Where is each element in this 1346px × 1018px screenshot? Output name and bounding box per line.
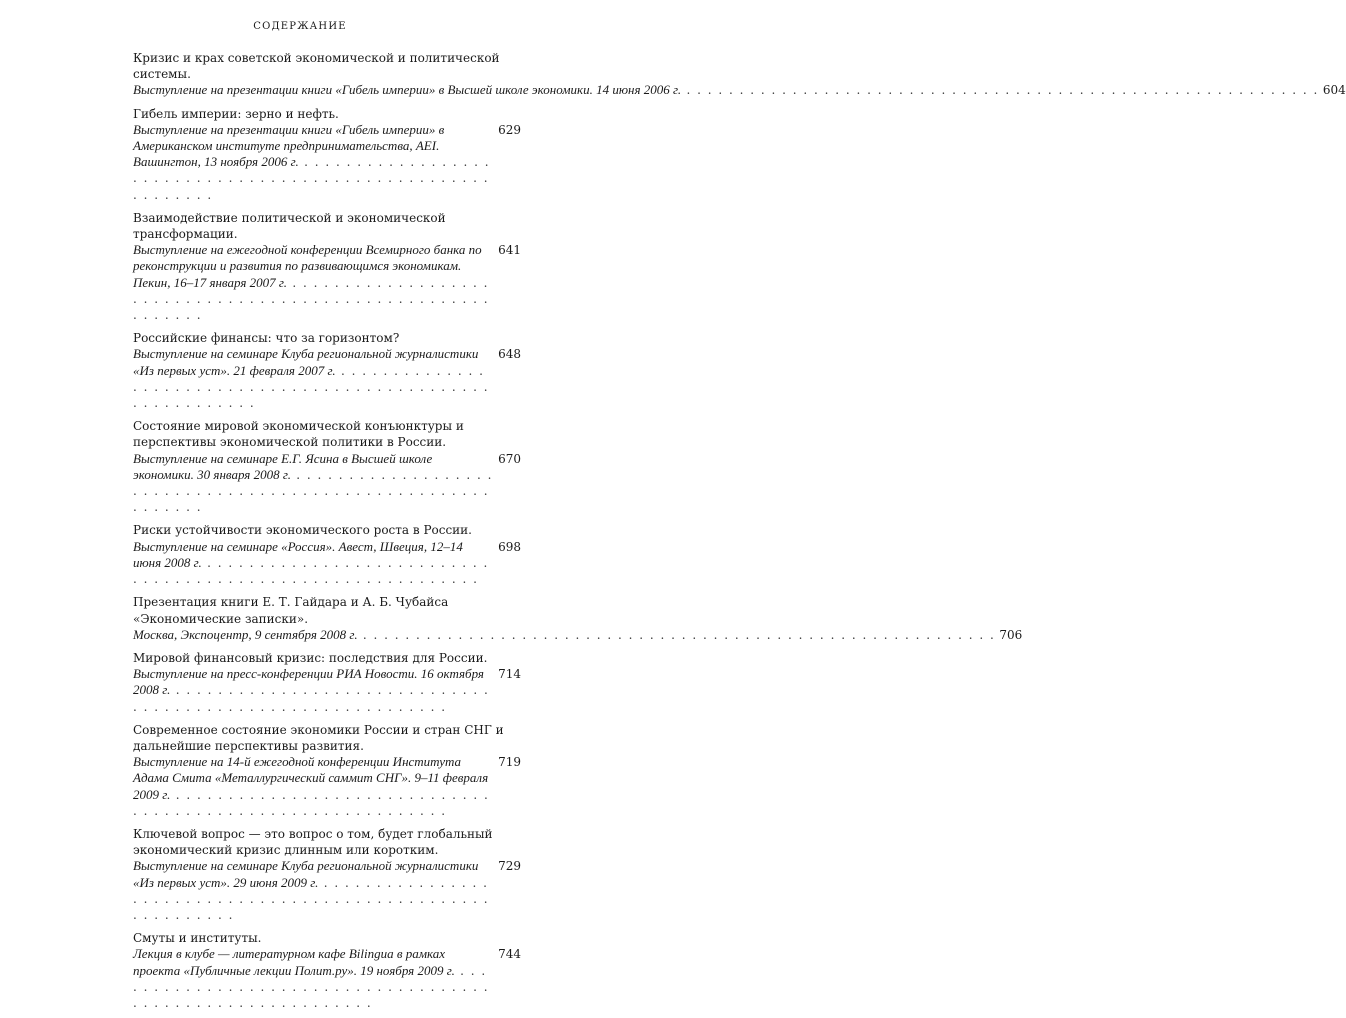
toc-entry-7[interactable] xyxy=(133,594,1023,643)
entry-title: Кризис и крах советской экономической и политической системы. xyxy=(133,51,500,82)
toc-entry-5[interactable] xyxy=(133,418,521,515)
entry-page-number: 714 xyxy=(498,667,521,682)
entry-subtitle: Выступление на презентации книги «Гибель империи» в Американском институте предпринимательства, AEI. Вашингтон, 13 ноября 2006 г. xyxy=(133,121,445,170)
entry-title: Российские финансы: что за горизонтом? xyxy=(133,331,400,346)
page-header: СОДЕРЖАНИЕ xyxy=(253,21,347,32)
entry-page-number: 604 xyxy=(1322,83,1346,98)
toc-entry-2[interactable] xyxy=(133,106,521,203)
toc-entry-8[interactable] xyxy=(133,650,521,715)
entry-title: Смуты и институты. xyxy=(133,931,262,946)
entry-title: Презентация книги Е. Т. Гайдара и А. Б. Чубайса «Экономические записки». xyxy=(133,595,449,626)
entry-subtitle: Москва, Экспоцентр, 9 сентября 2008 г. xyxy=(133,626,358,642)
entry-title: Гибель империи: зерно и нефть. xyxy=(133,106,339,121)
toc-entry-6[interactable] xyxy=(133,522,521,587)
entry-page-number: 706 xyxy=(999,627,1023,642)
entry-page-number: 629 xyxy=(498,122,521,137)
entry-page-number: 698 xyxy=(498,539,521,554)
entry-subtitle: Выступление на семинаре Клуба региональной журналистики «Из первых уст». 21 февраля 2007 г. xyxy=(133,346,479,378)
entry-subtitle: Лекция в клубе — литературном кафе Bilingua в рамках проекта «Публичные лекции Полит.ру». 19 ноября 2009 г. xyxy=(133,946,455,978)
entry-page-number: 641 xyxy=(498,243,521,258)
toc-entry-1[interactable] xyxy=(133,50,1346,99)
entry-title: Риски устойчивости экономического роста в России. xyxy=(133,523,472,538)
entry-page-number: 719 xyxy=(498,755,521,770)
toc-entry-4[interactable] xyxy=(133,330,521,411)
toc-entry-3[interactable] xyxy=(133,210,521,323)
entry-subtitle: Выступление на семинаре Клуба региональной журналистики «Из первых уст». 29 июня 2009 г. xyxy=(133,858,479,890)
entry-title: Мировой финансовый кризис: последствия для России. xyxy=(133,650,488,665)
toc-entry-10[interactable] xyxy=(133,826,521,923)
entry-subtitle: Выступление на ежегодной конференции Всемирного банка по реконструкции и развития по развивающимся экономикам. Пекин, 16–17 января 2007 г. xyxy=(133,242,482,290)
table-of-contents xyxy=(133,50,1346,1018)
entry-subtitle: Выступление на семинаре Е.Г. Ясина в Высшей школе экономики. 30 января 2008 г. xyxy=(133,450,433,482)
entry-subtitle: Выступление на презентации книги «Гибель империи» в Высшей школе экономики. 14 июня 2006 г. xyxy=(133,82,682,98)
entry-subtitle: Выступление на пресс-конференции РИА Новости. 16 октября 2008 г. xyxy=(133,666,484,698)
entry-title: Ключевой вопрос — это вопрос о том, будет глобальный экономический кризис длинным или коротким. xyxy=(133,826,493,858)
entry-title: Взаимодействие политической и экономической трансформации. xyxy=(133,210,446,242)
entry-page-number: 744 xyxy=(498,947,521,962)
entry-subtitle: Выступление на семинаре «Россия». Авест, Швеция, 12–14 июня 2008 г. xyxy=(133,538,463,570)
entry-page-number: 648 xyxy=(498,347,521,362)
toc-entry-11[interactable] xyxy=(133,930,521,1011)
entry-page-number: 729 xyxy=(498,859,521,874)
entry-subtitle: Выступление на 14-й ежегодной конференции Института Адама Смита «Металлургический саммит СНГ». 9–11 февраля 2009 г. xyxy=(133,754,489,802)
entry-title: Состояние мировой экономической конъюнктуры и перспективы экономической политики в России. xyxy=(133,419,464,450)
toc-entry-9[interactable] xyxy=(133,722,521,819)
entry-page-number: 670 xyxy=(498,451,521,466)
entry-title: Современное состояние экономики России и стран СНГ и дальнейшие перспективы развития. xyxy=(133,722,504,753)
